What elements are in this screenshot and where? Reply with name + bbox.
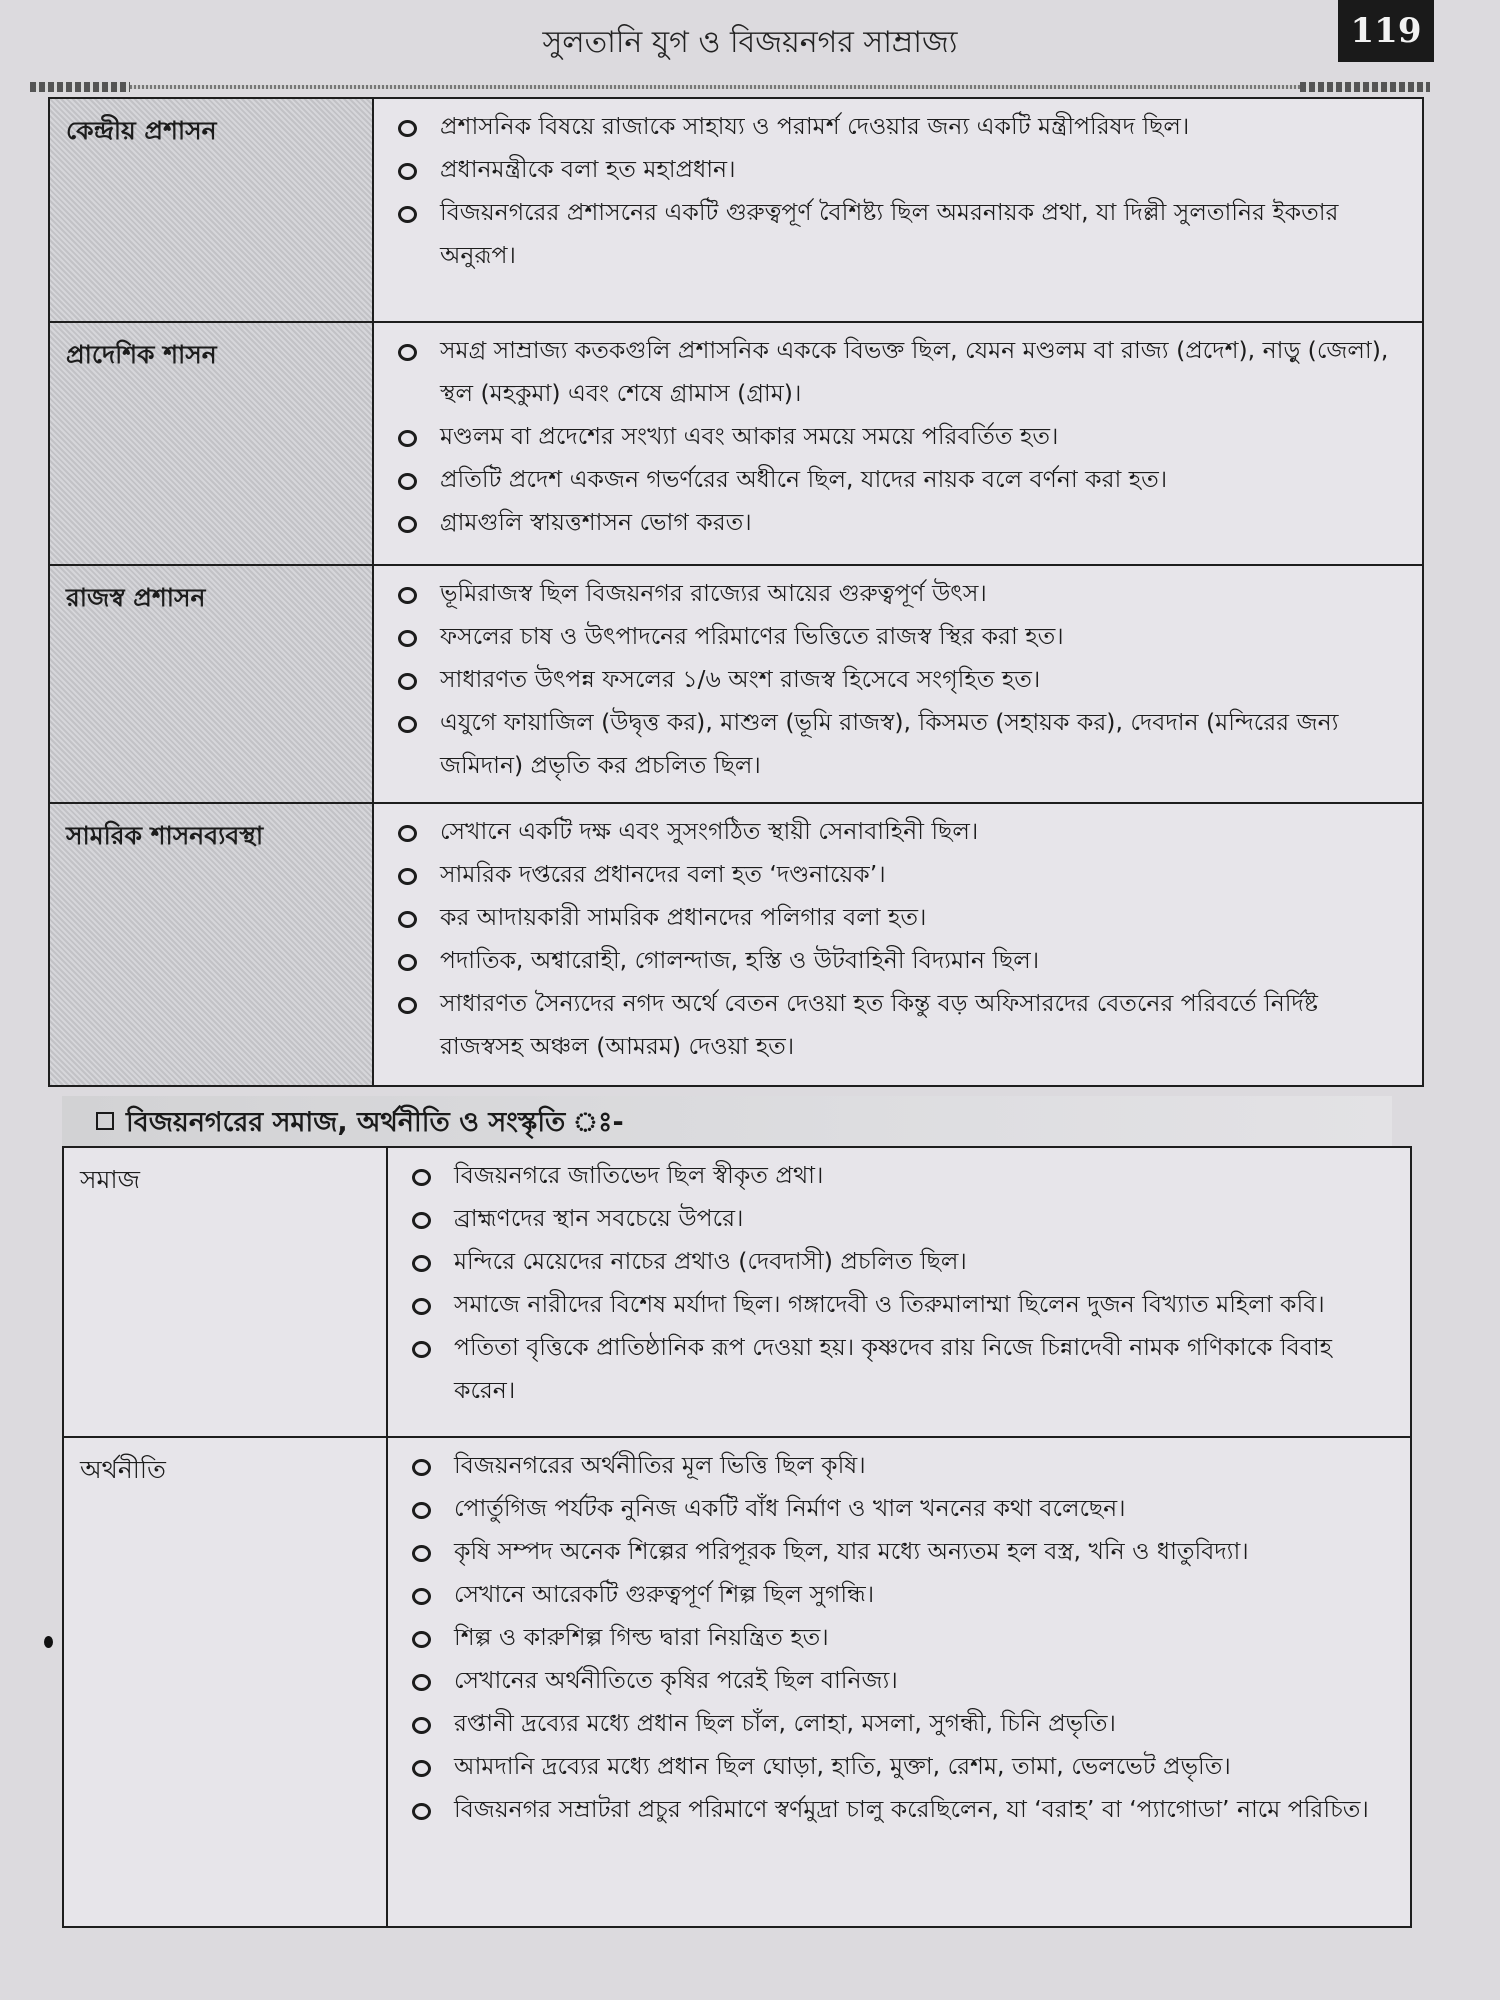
header-rule-left xyxy=(30,82,130,92)
list-item: প্রশাসনিক বিষয়ে রাজাকে সাহায্য ও পরামর্শ দেওয়ার জন্য একটি মন্ত্রীপরিষদ ছিল। xyxy=(392,105,1404,148)
administration-table xyxy=(48,97,1424,1087)
list-item: মণ্ডলম বা প্রদেশের সংখ্যা এবং আকার সময়ে সময়ে পরিবর্তিত হত। xyxy=(392,415,1404,458)
list-item: প্রধানমন্ত্রীকে বলা হত মহাপ্রধান। xyxy=(392,148,1404,191)
list-item: কর আদায়কারী সামরিক প্রধানদের পলিগার বলা হত। xyxy=(392,896,1404,939)
list-item: সেখানে আরেকটি গুরুত্বপূর্ণ শিল্প ছিল সুগন্ধি। xyxy=(406,1573,1392,1616)
list-item: বিজয়নগরের প্রশাসনের একটি গুরুত্বপূর্ণ বৈশিষ্ট্য ছিল অমরনায়ক প্রথা, যা দিল্লী সুলতানির ইকতার অনুরূপ। xyxy=(392,191,1404,277)
list-item: পদাতিক, অশ্বারোহী, গোলন্দাজ, হস্তি ও উটবাহিনী বিদ্যমান ছিল। xyxy=(392,939,1404,982)
category-cell: সামরিক শাসনব্যবস্থা xyxy=(49,803,373,1086)
items-cell xyxy=(373,322,1423,565)
table-row xyxy=(49,803,1423,1086)
header-rule-right xyxy=(1300,82,1430,92)
list-item: আমদানি দ্রব্যের মধ্যে প্রধান ছিল ঘোড়া, হাতি, মুক্তা, রেশম, তামা, ভেলভেট প্রভৃতি। xyxy=(406,1745,1392,1788)
table-row xyxy=(63,1437,1411,1927)
list-item: সেখানের অর্থনীতিতে কৃষির পরেই ছিল বানিজ্য। xyxy=(406,1659,1392,1702)
list-item: ব্রাহ্মণদের স্থান সবচেয়ে উপরে। xyxy=(406,1197,1392,1240)
category-cell: কেন্দ্রীয় প্রশাসন xyxy=(49,98,373,322)
header-rule xyxy=(130,85,1300,89)
list-item: রপ্তানী দ্রব্যের মধ্যে প্রধান ছিল চাঁল, লোহা, মসলা, সুগন্ধী, চিনি প্রভৃতি। xyxy=(406,1702,1392,1745)
category-cell: অর্থনীতি xyxy=(63,1437,387,1927)
category-cell: রাজস্ব প্রশাসন xyxy=(49,565,373,803)
checkbox-square-icon xyxy=(96,1112,114,1130)
list-item: সাধারণত উৎপন্ন ফসলের ১/৬ অংশ রাজস্ব হিসেবে সংগৃহিত হত। xyxy=(392,658,1404,701)
list-item: মন্দিরে মেয়েদের নাচের প্রথাও (দেবদাসী) প্রচলিত ছিল। xyxy=(406,1240,1392,1283)
table-row xyxy=(49,98,1423,322)
list-item: সমাজে নারীদের বিশেষ মর্যাদা ছিল। গঙ্গাদেবী ও তিরুমালাম্মা ছিলেন দুজন বিখ্যাত মহিলা কবি। xyxy=(406,1283,1392,1326)
list-item: পোর্তুগিজ পর্যটক নুনিজ একটি বাঁধ নির্মাণ ও খাল খননের কথা বলেছেন। xyxy=(406,1487,1392,1530)
list-item: ফসলের চাষ ও উৎপাদনের পরিমাণের ভিত্তিতে রাজস্ব স্থির করা হত। xyxy=(392,615,1404,658)
items-cell xyxy=(373,565,1423,803)
list-item: সমগ্র সাম্রাজ্য কতকগুলি প্রশাসনিক এককে বিভক্ত ছিল, যেমন মণ্ডলম বা রাজ্য (প্রদেশ), নাড়ু (জেলা), স্থল (মহকুমা) এবং শেষে গ্রামাস (গ্রাম)। xyxy=(392,329,1404,415)
items-cell xyxy=(373,98,1423,322)
page-header xyxy=(0,0,1500,95)
list-item: শিল্প ও কারুশিল্প গিল্ড দ্বারা নিয়ন্ত্রিত হত। xyxy=(406,1616,1392,1659)
list-item: গ্রামগুলি স্বায়ত্তশাসন ভোগ করত। xyxy=(392,501,1404,544)
category-cell: সমাজ xyxy=(63,1147,387,1437)
list-item: বিজয়নগর সম্রাটরা প্রচুর পরিমাণে স্বর্ণমুদ্রা চালু করেছিলেন, যা ‘বরাহ’ বা ‘প্যাগোডা’ নামে পরিচিত। xyxy=(406,1788,1392,1831)
running-title: সুলতানি যুগ ও বিজয়নগর সাম্রাজ্য xyxy=(542,25,958,60)
section-heading xyxy=(96,1102,624,1147)
list-item: ভূমিরাজস্ব ছিল বিজয়নগর রাজ্যের আয়ের গুরুত্বপূর্ণ উৎস। xyxy=(392,572,1404,615)
list-item: সেখানে একটি দক্ষ এবং সুসংগঠিত স্থায়ী সেনাবাহিনী ছিল। xyxy=(392,810,1404,853)
list-item: সাধারণত সৈন্যদের নগদ অর্থে বেতন দেওয়া হত কিন্তু বড় অফিসারদের বেতনের পরিবর্তে নির্দিষ্ট রাজস্বসহ অঞ্চল (আমরম) দেওয়া হত। xyxy=(392,982,1404,1068)
category-cell: প্রাদেশিক শাসন xyxy=(49,322,373,565)
items-cell xyxy=(373,803,1423,1086)
items-cell xyxy=(387,1147,1411,1437)
table-row xyxy=(63,1147,1411,1437)
list-item: পতিতা বৃত্তিকে প্রাতিষ্ঠানিক রূপ দেওয়া হয়। কৃষ্ণদেব রায় নিজে চিন্নাদেবী নামক গণিকাকে বিবাহ করেন। xyxy=(406,1326,1392,1412)
section-heading-text: বিজয়নগরের সমাজ, অর্থনীতি ও সংস্কৃতি ঃ- xyxy=(126,1107,624,1138)
list-item: এযুগে ফায়াজিল (উদ্বৃত্ত কর), মাশুল (ভূমি রাজস্ব), কিসমত (সহায়ক কর), দেবদান (মন্দিরের জন্য জমিদান) প্রভৃতি কর প্রচলিত ছিল। xyxy=(392,701,1404,787)
list-item: কৃষি সম্পদ অনেক শিল্পের পরিপূরক ছিল, যার মধ্যে অন্যতম হল বস্ত্র, খনি ও ধাতুবিদ্যা। xyxy=(406,1530,1392,1573)
page-number: 119 xyxy=(1338,0,1434,62)
list-item: সামরিক দপ্তরের প্রধানদের বলা হত ‘দণ্ডনায়েক’। xyxy=(392,853,1404,896)
items-cell xyxy=(387,1437,1411,1927)
list-item: বিজয়নগরের অর্থনীতির মূল ভিত্তি ছিল কৃষি। xyxy=(406,1444,1392,1487)
list-item: প্রতিটি প্রদেশ একজন গভর্ণরের অধীনে ছিল, যাদের নায়ক বলে বর্ণনা করা হত। xyxy=(392,458,1404,501)
table-row xyxy=(49,565,1423,803)
margin-ink-dot xyxy=(44,1636,53,1648)
list-item: বিজয়নগরে জাতিভেদ ছিল স্বীকৃত প্রথা। xyxy=(406,1154,1392,1197)
table-row xyxy=(49,322,1423,565)
society-economy-table xyxy=(62,1146,1412,1928)
